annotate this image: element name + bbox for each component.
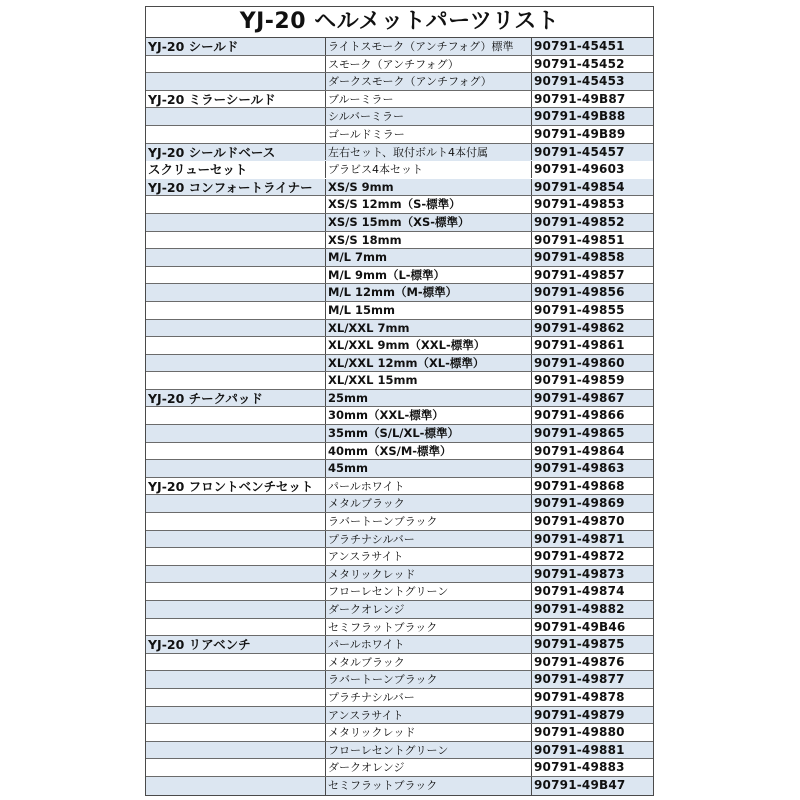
- category-cell: [146, 566, 326, 583]
- part-number-cell: 90791-49857: [534, 267, 625, 282]
- part-number-cell: 90791-49603: [534, 162, 625, 177]
- category-cell: [146, 407, 326, 424]
- category-cell: [146, 126, 326, 143]
- item-cell: ダークスモーク（アンチフォグ）: [326, 73, 532, 90]
- item-cell: アンスラサイト: [326, 548, 532, 565]
- item-cell: ラバートーンブラック: [326, 671, 532, 688]
- item-cell: ダークオレンジ: [326, 759, 532, 776]
- part-number-cell: 90791-45451: [534, 39, 625, 53]
- item-cell: 25mm: [326, 390, 532, 407]
- part-number-cell: 90791-49B88: [534, 109, 626, 124]
- item-cell: ダークオレンジ: [326, 601, 532, 618]
- category-cell: [146, 724, 326, 741]
- category-cell: YJ-20 シールド: [146, 38, 326, 55]
- table-row: [146, 583, 653, 601]
- item-cell: XS/S 12mm（S-標準）: [326, 196, 532, 213]
- table-row: [146, 707, 653, 725]
- table-row: [146, 249, 653, 267]
- category-cell: [146, 425, 326, 442]
- part-number-cell: 90791-49862: [534, 320, 625, 335]
- table-row: [146, 513, 653, 531]
- category-cell: [146, 531, 326, 548]
- category-cell: [146, 460, 326, 477]
- part-number-cell: 90791-49880: [534, 725, 625, 740]
- item-cell: フローレセントグリーン: [326, 583, 532, 600]
- table-row: [146, 671, 653, 689]
- part-number-cell: 90791-49867: [534, 390, 625, 405]
- table-row: [146, 73, 653, 91]
- table-row: [146, 460, 653, 478]
- item-cell: M/L 7mm: [326, 249, 532, 266]
- category-cell: [146, 619, 326, 636]
- part-number-cell: 90791-49879: [534, 707, 625, 722]
- table-row: [146, 689, 653, 707]
- part-number-cell: 90791-49877: [534, 672, 625, 687]
- table-row: [146, 478, 653, 496]
- item-cell: 30mm（XXL-標準）: [326, 407, 532, 424]
- category-cell: [146, 284, 326, 301]
- item-cell: XS/S 15mm（XS-標準）: [326, 214, 532, 231]
- table-row: [146, 161, 653, 179]
- parts-list-table: [145, 6, 654, 796]
- part-number-cell: 90791-49859: [534, 373, 625, 388]
- item-cell: M/L 12mm（M-標準）: [326, 284, 532, 301]
- part-number-cell: 90791-49863: [534, 461, 625, 476]
- part-number-cell: 90791-49866: [534, 408, 625, 423]
- category-cell: [146, 443, 326, 460]
- item-cell: ゴールドミラー: [326, 126, 532, 143]
- part-number-cell: 90791-49872: [534, 549, 625, 564]
- table-row: [146, 495, 653, 513]
- part-number-cell: 90791-49868: [534, 478, 625, 493]
- category-cell: YJ-20 シールドベース: [146, 144, 326, 161]
- part-number-cell: 90791-45457: [534, 144, 625, 159]
- part-number-cell: 90791-49881: [534, 742, 625, 757]
- category-cell: [146, 267, 326, 284]
- item-cell: XS/S 18mm: [326, 232, 532, 249]
- category-cell: [146, 689, 326, 706]
- category-cell: [146, 196, 326, 213]
- item-cell: メタルブラック: [326, 654, 532, 671]
- part-number-cell: 90791-49874: [534, 584, 625, 599]
- table-row: [146, 759, 653, 777]
- table-row: [146, 372, 653, 390]
- part-number-cell: 90791-49853: [534, 197, 625, 212]
- category-cell: [146, 654, 326, 671]
- part-number-cell: 90791-49851: [534, 232, 625, 247]
- part-number-cell: 90791-49864: [534, 443, 625, 458]
- table-row: [146, 407, 653, 425]
- part-number-cell: 90791-49870: [534, 514, 625, 529]
- item-cell: プラチナシルバー: [326, 689, 532, 706]
- category-cell: [146, 742, 326, 759]
- item-cell: XL/XXL 9mm（XXL-標準）: [326, 337, 532, 354]
- table-row: [146, 196, 653, 214]
- part-number-cell: 90791-49852: [534, 214, 625, 229]
- item-cell: メタルブラック: [326, 495, 532, 512]
- category-cell: スクリューセット: [146, 161, 326, 178]
- table-row: [146, 232, 653, 250]
- item-cell: プラビス4本セット: [326, 161, 532, 178]
- part-number-cell: 90791-49873: [534, 566, 625, 581]
- item-cell: シルバーミラー: [326, 108, 532, 125]
- table-body: [146, 38, 653, 795]
- table-row: [146, 601, 653, 619]
- item-cell: パールホワイト: [326, 636, 532, 653]
- table-row: [146, 267, 653, 285]
- category-cell: [146, 73, 326, 90]
- part-number-cell: 90791-49871: [534, 531, 625, 546]
- category-cell: [146, 56, 326, 73]
- category-cell: [146, 232, 326, 249]
- table-title: YJ-20 ヘルメットパーツリスト: [146, 7, 653, 38]
- category-cell: YJ-20 チークパッド: [146, 390, 326, 407]
- part-number-cell: 90791-49860: [534, 355, 625, 370]
- item-cell: XL/XXL 15mm: [326, 372, 532, 389]
- table-row: [146, 56, 653, 74]
- item-cell: XL/XXL 12mm（XL-標準）: [326, 355, 532, 372]
- part-number-cell: 90791-49883: [534, 760, 625, 775]
- table-row: [146, 284, 653, 302]
- item-cell: ブルーミラー: [326, 91, 532, 108]
- category-cell: [146, 671, 326, 688]
- category-cell: [146, 513, 326, 530]
- table-row: [146, 443, 653, 461]
- item-cell: 40mm（XS/M-標準）: [326, 443, 532, 460]
- part-number-cell: 90791-49854: [534, 179, 625, 194]
- table-row: [146, 566, 653, 584]
- item-cell: メタリックレッド: [326, 724, 532, 741]
- item-cell: フローレセントグリーン: [326, 742, 532, 759]
- table-row: [146, 777, 653, 795]
- category-cell: [146, 759, 326, 776]
- item-cell: セミフラットブラック: [326, 777, 532, 795]
- part-number-cell: 90791-49865: [534, 426, 625, 441]
- item-cell: パールホワイト: [326, 478, 532, 495]
- part-number-cell: 90791-49869: [534, 496, 625, 511]
- table-row: [146, 531, 653, 549]
- category-cell: YJ-20 コンフォートライナー: [146, 179, 326, 196]
- part-number-cell: 90791-49B89: [534, 126, 626, 141]
- item-cell: アンスラサイト: [326, 707, 532, 724]
- item-cell: ライトスモーク（アンチフォグ）標準: [326, 38, 532, 55]
- part-number-cell: 90791-49855: [534, 302, 625, 317]
- category-cell: [146, 108, 326, 125]
- table-row: [146, 302, 653, 320]
- category-cell: [146, 372, 326, 389]
- table-row: [146, 619, 653, 637]
- part-number-cell: 90791-49882: [534, 602, 625, 616]
- category-cell: [146, 495, 326, 512]
- category-cell: [146, 707, 326, 724]
- category-cell: [146, 249, 326, 266]
- table-row: [146, 654, 653, 672]
- category-cell: [146, 320, 326, 337]
- item-cell: スモーク（アンチフォグ）: [326, 56, 532, 73]
- part-number-cell: 90791-49876: [534, 654, 625, 669]
- item-cell: セミフラットブラック: [326, 619, 532, 636]
- category-cell: [146, 214, 326, 231]
- part-number-cell: 90791-49878: [534, 689, 625, 704]
- table-row: [146, 144, 653, 162]
- category-cell: [146, 548, 326, 565]
- part-number-cell: 90791-49875: [534, 637, 625, 652]
- item-cell: M/L 9mm（L-標準）: [326, 267, 532, 284]
- table-row: [146, 126, 653, 144]
- item-cell: XS/S 9mm: [326, 179, 532, 196]
- table-row: [146, 91, 653, 109]
- category-cell: YJ-20 ミラーシールド: [146, 91, 326, 108]
- category-cell: [146, 583, 326, 600]
- category-cell: [146, 337, 326, 354]
- item-cell: XL/XXL 7mm: [326, 320, 532, 337]
- part-number-cell: 90791-45453: [534, 74, 625, 89]
- item-cell: 45mm: [326, 460, 532, 477]
- category-cell: [146, 302, 326, 319]
- category-cell: [146, 601, 326, 618]
- item-cell: M/L 15mm: [326, 302, 532, 319]
- category-cell: [146, 355, 326, 372]
- item-cell: メタリックレッド: [326, 566, 532, 583]
- part-number-cell: 90791-49B46: [534, 619, 626, 634]
- table-row: [146, 390, 653, 408]
- table-row: [146, 742, 653, 760]
- category-cell: [146, 777, 326, 795]
- category-cell: YJ-20 リアベンチ: [146, 636, 326, 653]
- item-cell: 左右セット、取付ボルト4本付属: [326, 144, 532, 161]
- category-cell: YJ-20 フロントベンチセット: [146, 478, 326, 495]
- table-row: [146, 320, 653, 338]
- table-row: [146, 38, 653, 56]
- part-number-cell: 90791-49B47: [534, 777, 626, 792]
- item-cell: プラチナシルバー: [326, 531, 532, 548]
- table-row: [146, 179, 653, 197]
- part-number-cell: 90791-49B87: [534, 91, 626, 106]
- table-row: [146, 724, 653, 742]
- part-number-cell: 90791-49856: [534, 285, 625, 300]
- table-row: [146, 636, 653, 654]
- table-row: [146, 337, 653, 355]
- part-number-cell: 90791-49858: [534, 250, 625, 265]
- part-number-cell: 90791-45452: [534, 56, 625, 71]
- table-row: [146, 425, 653, 443]
- item-cell: 35mm（S/L/XL-標準）: [326, 425, 532, 442]
- table-row: [146, 355, 653, 373]
- table-row: [146, 214, 653, 232]
- part-number-cell: 90791-49861: [534, 338, 625, 353]
- item-cell: ラバートーンブラック: [326, 513, 532, 530]
- table-row: [146, 548, 653, 566]
- table-row: [146, 108, 653, 126]
